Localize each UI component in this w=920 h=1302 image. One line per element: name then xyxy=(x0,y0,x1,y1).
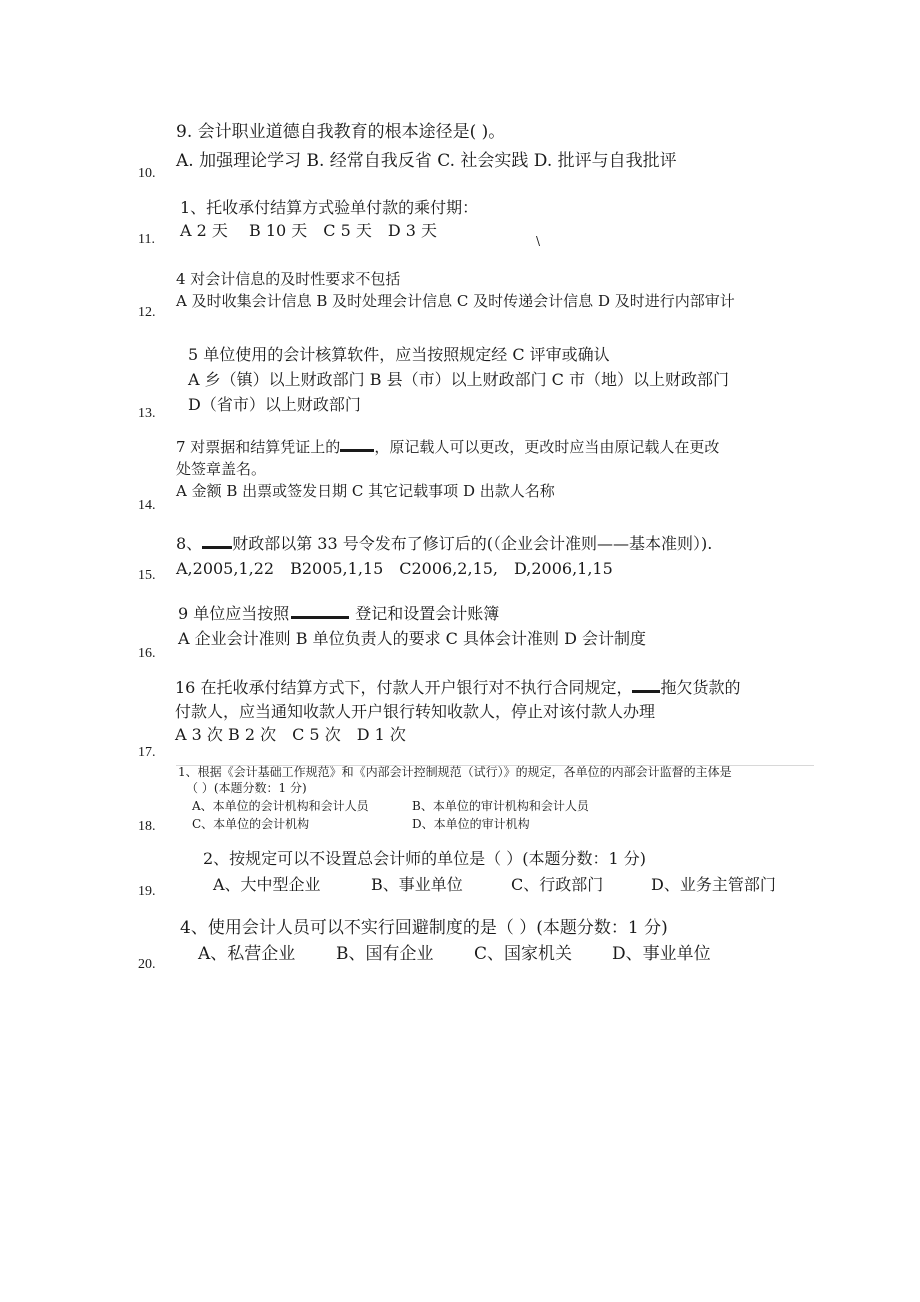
q16-question xyxy=(178,606,499,622)
q19-option-b: B、事业单位 xyxy=(371,875,463,894)
q14-question-line1 xyxy=(176,440,719,455)
q15-question xyxy=(176,536,712,552)
q14-blank xyxy=(340,448,374,452)
q20-option-c: C、国家机关 xyxy=(474,944,573,964)
q20-option-b: B、国有企业 xyxy=(336,944,434,964)
q18-score: （ ）(本题分数：1 分) xyxy=(186,781,307,795)
item-number-12: 12. xyxy=(138,305,156,320)
q16-options: A 企业会计准则 B 单位负责人的要求 C 具体会计准则 D 会计制度 xyxy=(178,629,646,648)
q13-question: 5 单位使用的会计核算软件，应当按照规定经 C 评审或确认 xyxy=(188,345,610,364)
q15-options: A,2005,1,22 B2005,1,15 C2006,2,15, D,2006,1,15 xyxy=(176,559,613,578)
q11-question: 1、托收承付结算方式验单付款的乘付期： xyxy=(180,198,479,217)
q20-option-d: D、事业单位 xyxy=(612,944,711,964)
item-number-19: 19. xyxy=(138,884,156,899)
item-number-17: 17. xyxy=(138,745,156,760)
q18-option-c: C、本单位的会计机构 xyxy=(192,817,310,831)
q14-question-start: 7 对票据和结算凭证上的 xyxy=(176,438,341,456)
q19-question: 2、按规定可以不设置总会计师的单位是（ ）(本题分数：1 分) xyxy=(203,849,647,868)
q17-blank xyxy=(632,689,660,693)
q18-option-d: D、本单位的审计机构 xyxy=(412,817,530,831)
q11-options: A 2 天 B 10 天 C 5 天 D 3 天 xyxy=(180,221,438,240)
stray-mark: \ xyxy=(536,234,541,248)
q17-question-line1 xyxy=(175,680,740,696)
q15-question-start: 8、 xyxy=(176,534,203,553)
item-number-10: 10. xyxy=(138,166,156,181)
q14-question-line2: 处签章盖名。 xyxy=(176,460,267,478)
q18-option-a: A、本单位的会计机构和会计人员 xyxy=(192,799,369,813)
q17-options: A 3 次 B 2 次 C 5 次 D 1 次 xyxy=(175,725,406,744)
q16-blank xyxy=(291,615,349,619)
q17-question-start: 16 在托收承付结算方式下，付款人开户银行对不执行合同规定， xyxy=(175,678,633,697)
q17-question-line2: 付款人，应当通知收款人开户银行转知收款人，停止对该付款人办理 xyxy=(175,702,656,721)
q15-question-end: 财政部以第 33 号令发布了修订后的(（企业会计准则——基本准则）). xyxy=(232,534,713,553)
q18-question: 1、根据《会计基础工作规范》和《内部会计控制规范（试行）》的规定，各单位的内部会计监督的主体是 xyxy=(178,765,732,779)
q14-options: A 金额 B 出票或签发日期 C 其它记载事项 D 出款人名称 xyxy=(176,482,555,500)
q10-question: 9. 会计职业道德自我教育的根本途径是( )。 xyxy=(176,122,506,142)
q18-option-b: B、本单位的审计机构和会计人员 xyxy=(412,799,589,813)
q19-option-c: C、行政部门 xyxy=(511,875,604,894)
item-number-11: 11. xyxy=(138,232,155,247)
item-number-16: 16. xyxy=(138,646,156,661)
q16-question-start: 9 单位应当按照 xyxy=(178,604,290,623)
item-number-15: 15. xyxy=(138,568,156,583)
q15-blank xyxy=(202,545,232,549)
q19-option-d: D、业务主管部门 xyxy=(651,875,776,894)
q12-options: A 及时收集会计信息 B 及时处理会计信息 C 及时传递会计信息 D 及时进行内部审计 xyxy=(176,292,735,310)
q12-question: 4 对会计信息的及时性要求不包括 xyxy=(176,270,401,288)
q17-question-end: 拖欠货款的 xyxy=(660,678,741,697)
item-number-20: 20. xyxy=(138,957,156,972)
item-number-14: 14. xyxy=(138,498,156,513)
q14-question-end: ，原记载人可以更改，更改时应当由原记载人在更改 xyxy=(374,438,720,456)
q16-question-end: 登记和设置会计账簿 xyxy=(355,604,500,623)
q20-option-a: A、私营企业 xyxy=(198,944,296,964)
q10-options: A. 加强理论学习 B. 经常自我反省 C. 社会实践 D. 批评与自我批评 xyxy=(176,151,677,171)
q19-option-a: A、大中型企业 xyxy=(213,875,321,894)
item-number-18: 18. xyxy=(138,819,156,834)
q20-question: 4、使用会计人员可以不实行回避制度的是（ ）(本题分数：1 分) xyxy=(180,918,668,938)
q13-options-line2: D（省市）以上财政部门 xyxy=(188,395,361,414)
item-number-13: 13. xyxy=(138,406,156,421)
q13-options-line1: A 乡（镇）以上财政部门 B 县（市）以上财政部门 C 市（地）以上财政部门 xyxy=(188,370,729,389)
